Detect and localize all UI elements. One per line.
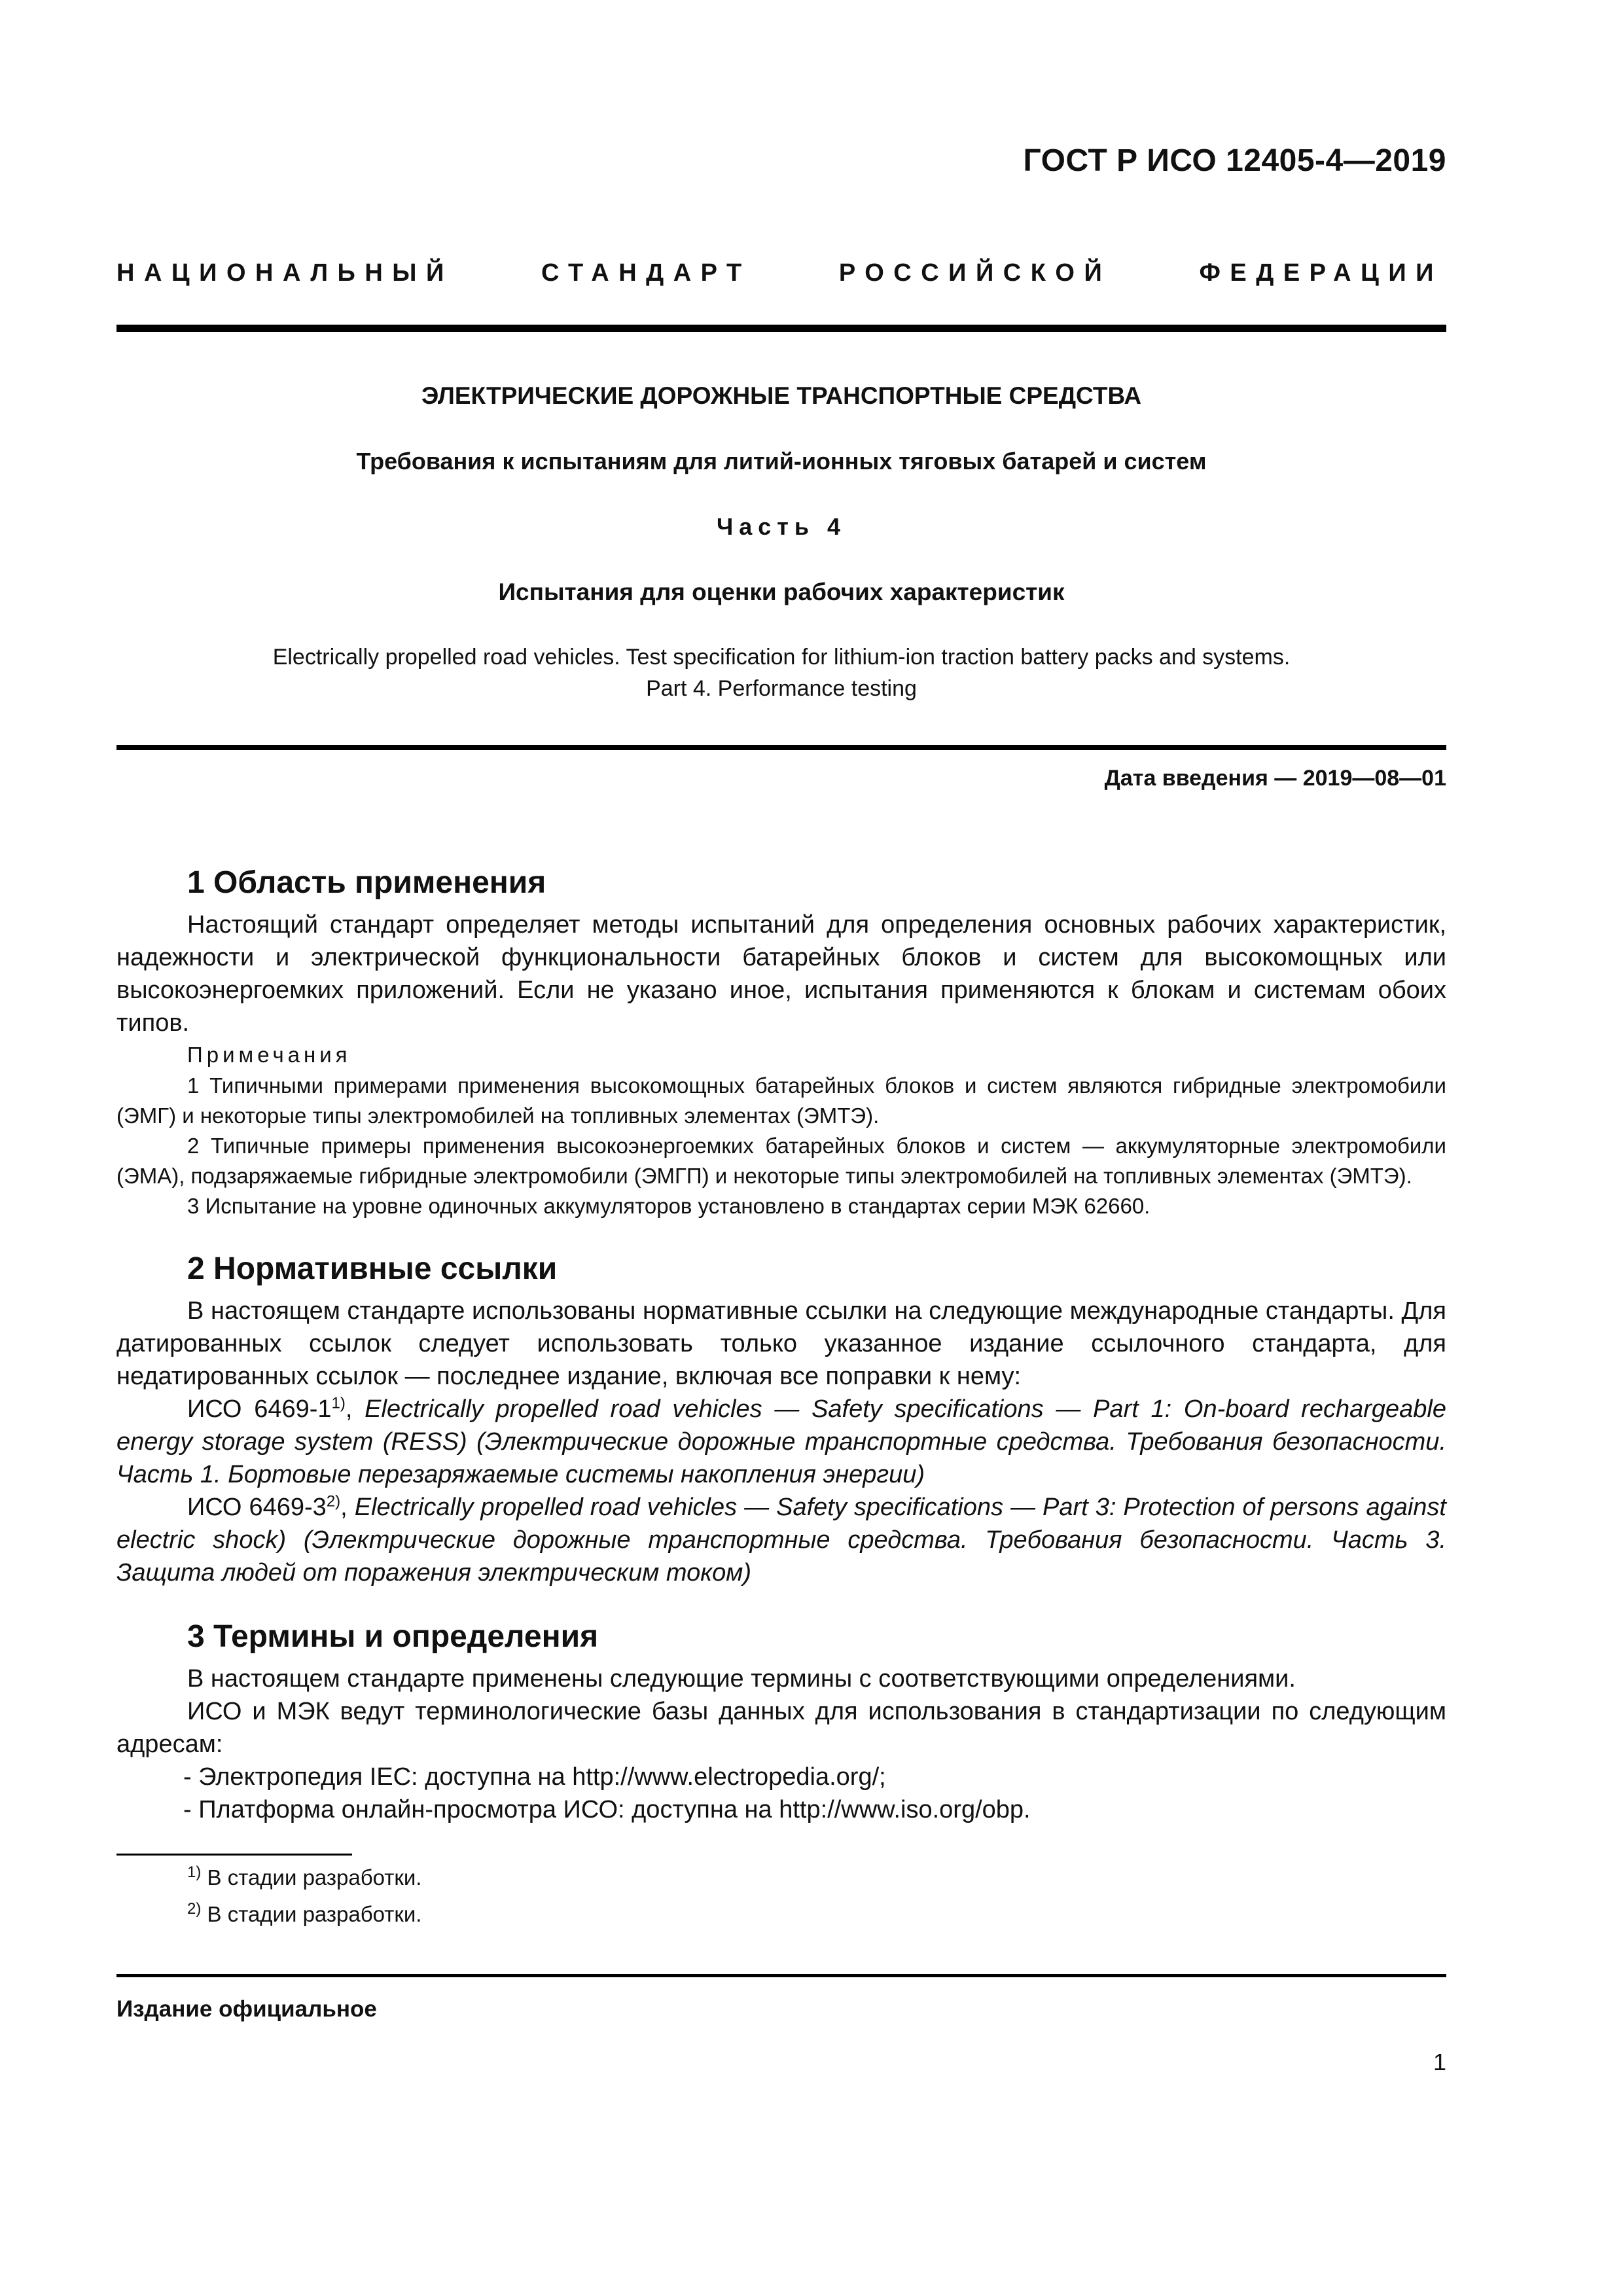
footnote-mark-1: 1) [331, 1394, 346, 1412]
footnote-1-mark: 1) [187, 1863, 202, 1881]
note-2: 2 Типичные примеры применения высокоэнергоемких батарейных блоков и систем — аккумуляторные электромобили (ЭМА), подзаряжаемые гибридные электромобили (ЭМГП) и некоторые типы электромобилей на топливных элементах (ЭМТЭ). [116, 1134, 1446, 1188]
official-edition-label: Издание официальное [116, 1996, 377, 2022]
section-3-text-2: ИСО и МЭК ведут терминологические базы данных для использования в стандартизации по следующим адресам: [116, 1698, 1446, 1758]
english-title-line2: Part 4. Performance testing [646, 676, 917, 701]
part-label: Часть 4 [716, 513, 847, 540]
document-subtitle: Требования к испытаниям для литий-ионных тяговых батарей и систем [356, 448, 1207, 475]
footnote-divider [116, 1854, 352, 1856]
document-number: ГОСТ Р ИСО 12405-4—2019 [1023, 143, 1446, 178]
document-title: ЭЛЕКТРИЧЕСКИЕ ДОРОЖНЫЕ ТРАНСПОРТНЫЕ СРЕДСТВА [421, 382, 1142, 409]
reference-2: ИСО 6469-3$^{2)}$, Electrically propelled road vehicles — Safety specifications — Part 3: Protection of persons against electric shock) (Электрические дорожные транспортные средства. Требования безопасности. Часть 3. Защита людей от поражения электрическим током) [116, 1492, 1446, 1587]
reference-1-title: Electrically propelled road vehicles — Safety specifications — Part 1: On-board rechargeable energy storage system (RESS) (Электрические дорожные транспортные средства. Требования безопасности. Часть 1. Бортовые перезаряжаемые системы накопления энергии) [116, 1395, 1447, 1488]
english-title [116, 641, 1446, 704]
reference-2-title: Electrically propelled road vehicles — Safety specifications — Part 3: Protection of persons against electric shock) (Электрические дорожные транспортные средства. Требования безопасности. Часть 3. Защита людей от поражения электрическим током) [116, 1494, 1446, 1587]
footnote-mark-2: 2) [326, 1492, 341, 1511]
reference-1: ИСО 6469-1$^{1)}$, Electrically propelled road vehicles — Safety specifications — Part 1: On-board rechargeable energy storage system (RESS) (Электрические дорожные транспортные средства. Требования безопасности. Часть 1. Бортовые перезаряжаемые системы накопления энергии) [116, 1394, 1447, 1488]
title-divider [116, 745, 1446, 750]
section-2-text: В настоящем стандарте использованы нормативные ссылки на следующие международные стандарты. Для датированных ссылок следует использовать только указанное издание ссылочного стандарта, для недатированных ссылок — последнее издание, включая все поправки к нему: [116, 1297, 1446, 1390]
section-1-text: Настоящий стандарт определяет методы испытаний для определения основных рабочих характеристик, надежности и электрической функциональности батарейных блоков и систем для высокомощных или высокоэнергоемких приложений. Если не указано иное, испытания применяются к блокам и системам обоих типов. [116, 911, 1446, 1037]
part-title: Испытания для оценки рабочих характеристик [498, 579, 1065, 605]
header-divider [116, 325, 1446, 332]
footnote-1-text: В стадии разработки. [207, 1865, 422, 1890]
page-number: 1 [1433, 2049, 1446, 2075]
introduction-date: Дата введения — 2019—08—01 [1104, 766, 1446, 791]
footer-divider [116, 1974, 1446, 1977]
english-title-line1: Electrically propelled road vehicles. Test specification for lithium-ion traction battery packs and systems. [272, 645, 1291, 670]
reference-1-code: ИСО 6469-1 [187, 1395, 332, 1423]
section-1-heading: 1 Область применения [187, 865, 546, 900]
list-item: - Электропедия IEC: доступна на http://www.electropedia.org/; [183, 1763, 886, 1791]
section-3-heading: 3 Термины и определения [187, 1619, 599, 1654]
section-2-heading: 2 Нормативные ссылки [187, 1251, 558, 1286]
section-3-text-1: В настоящем стандарте применены следующие термины с соответствующими определениями. [187, 1665, 1296, 1693]
notes-heading: Примечания [187, 1043, 351, 1067]
footnote-2-text: В стадии разработки. [207, 1902, 422, 1926]
footnote-2 [116, 1896, 1446, 1933]
national-standard-title: НАЦИОНАЛЬНЫЙ СТАНДАРТ РОССИЙСКОЙ ФЕДЕРАЦИИ [116, 259, 1443, 287]
footnote-2-mark: 2) [187, 1900, 202, 1918]
list-item: - Платформа онлайн-просмотра ИСО: доступна на http://www.iso.org/obp. [183, 1796, 1031, 1823]
footnote-1 [116, 1859, 1446, 1896]
note-3: 3 Испытание на уровне одиночных аккумуляторов установлено в стандартах серии МЭК 62660. [187, 1194, 1150, 1218]
reference-2-code: ИСО 6469-3 [187, 1494, 327, 1521]
note-1: 1 Типичными примерами применения высокомощных батарейных блоков и систем являются гибридные электромобили (ЭМГ) и некоторые типы электромобилей на топливных элементах (ЭМТЭ). [116, 1073, 1446, 1128]
document-body [116, 860, 1446, 1933]
